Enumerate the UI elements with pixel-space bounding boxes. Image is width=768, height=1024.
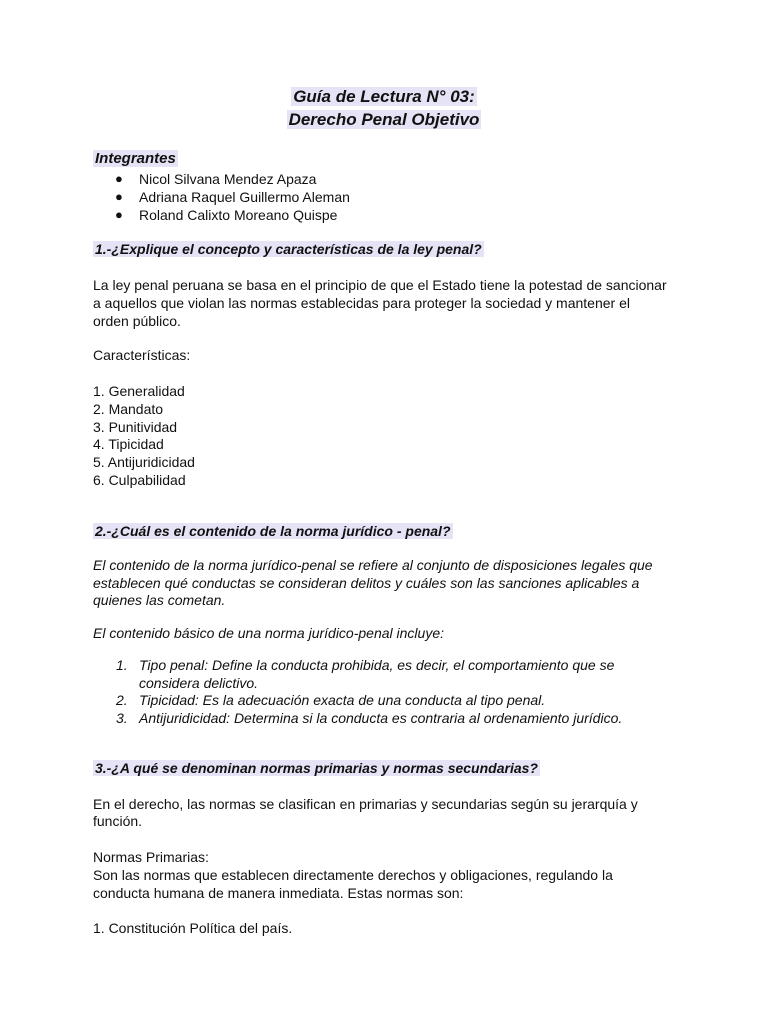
question-2-text: 2.-¿Cuál es el contenido de la norma jurídico - penal? xyxy=(95,523,451,539)
q2-item-line: considera delictivo. xyxy=(139,675,259,691)
bullet-icon: ● xyxy=(115,171,123,186)
caracteristica-item: 5. Antijuridicidad xyxy=(93,454,195,470)
caracteristica-item: 6. Culpabilidad xyxy=(93,472,186,488)
member-item: Adriana Raquel Guillermo Aleman xyxy=(139,189,350,205)
caracteristicas-label: Características: xyxy=(93,347,191,363)
member-item: Roland Calixto Moreano Quispe xyxy=(139,207,338,223)
question-1-heading xyxy=(93,240,484,258)
bullet-icon: ● xyxy=(115,189,123,204)
title-line-2-text: Derecho Penal Objetivo xyxy=(288,110,480,129)
question-1-text: 1.-¿Explique el concepto y características de la ley penal? xyxy=(95,241,482,257)
question-3-text: 3.-¿A qué se denominan normas primarias y normas secundarias? xyxy=(95,760,538,776)
caracteristica-item: 1. Generalidad xyxy=(93,383,185,399)
question-2-heading xyxy=(93,522,453,540)
q3-list-item: 1. Constitución Política del país. xyxy=(93,920,293,936)
integrantes-heading xyxy=(93,150,178,168)
question-3-heading xyxy=(93,759,540,777)
q2-paragraph-line: establecen qué conductas se consideran delitos y cuáles son las sanciones aplicables a xyxy=(93,575,640,591)
list-number: 2. xyxy=(116,692,128,708)
q3-paragraph-line: En el derecho, las normas se clasifican en primarias y secundarias según su jerarquía y xyxy=(93,796,638,812)
q2-item-line: Antijuridicidad: Determina si la conducta es contraria al ordenamiento jurídico. xyxy=(139,710,623,726)
q2-item-line: Tipicidad: Es la adecuación exacta de una conducta al tipo penal. xyxy=(139,692,546,708)
list-number: 1. xyxy=(116,657,128,673)
q1-paragraph-line: a aquellos que violan las normas establecidas para proteger la sociedad y mantener el xyxy=(93,295,630,311)
q3-primarias-line: conducta humana de manera inmediata. Estas normas son: xyxy=(93,885,464,901)
q2-paragraph-line: El contenido de la norma jurídico-penal se refiere al conjunto de disposiciones legales que xyxy=(93,557,653,573)
q2-intro: El contenido básico de una norma jurídico-penal incluye: xyxy=(93,625,444,641)
q3-paragraph-line: función. xyxy=(93,813,143,829)
q2-item-line: Tipo penal: Define la conducta prohibida, es decir, el comportamiento que se xyxy=(139,657,615,673)
q2-paragraph-line: quienes las cometan. xyxy=(93,592,226,608)
q1-paragraph-line: orden público. xyxy=(93,313,181,329)
list-number: 3. xyxy=(116,710,128,726)
title-line-1-text: Guía de Lectura N° 03: xyxy=(293,87,475,106)
normas-primarias-label: Normas Primarias: xyxy=(93,849,209,865)
caracteristica-item: 4. Tipicidad xyxy=(93,436,164,452)
caracteristica-item: 2. Mandato xyxy=(93,401,164,417)
member-item: Nicol Silvana Mendez Apaza xyxy=(139,171,317,187)
integrantes-heading-text: Integrantes xyxy=(95,150,176,167)
caracteristica-item: 3. Punitividad xyxy=(93,419,178,435)
bullet-icon: ● xyxy=(115,207,123,222)
title-line-2 xyxy=(0,109,768,131)
title-line-1 xyxy=(0,86,768,108)
q3-primarias-line: Son las normas que establecen directamente derechos y obligaciones, regulando la xyxy=(93,867,613,883)
q1-paragraph-line: La ley penal peruana se basa en el principio de que el Estado tiene la potestad de sancionar xyxy=(93,277,667,293)
